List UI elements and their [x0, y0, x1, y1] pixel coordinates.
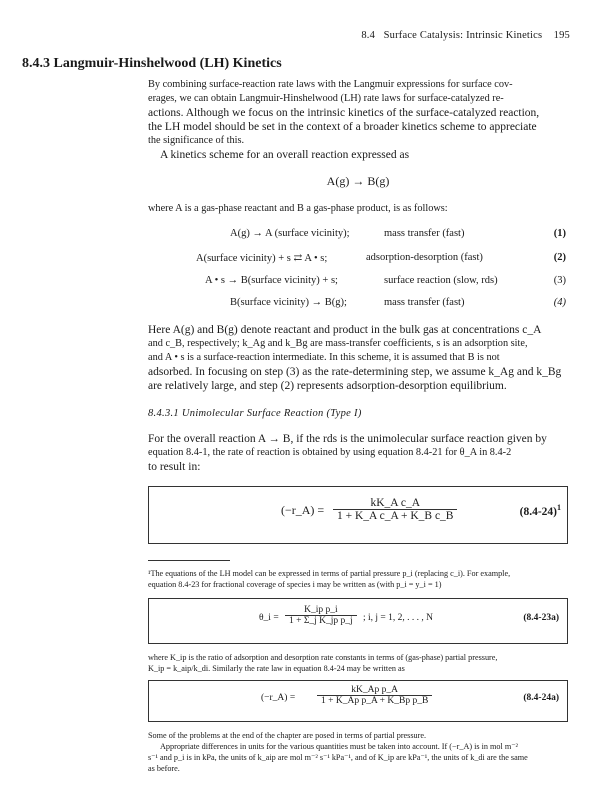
- intro-line: erages, we can obtain Langmuir-Hinshelwood (LH) rate laws for surface-catalyzed re-: [148, 93, 504, 104]
- eq-numerator: kK_Ap p_A: [317, 685, 432, 696]
- eq-denominator: 1 + Σ_j K_jp p_j: [289, 616, 353, 626]
- step-equation: B(surface vicinity) → B(g);: [230, 297, 347, 308]
- step-description: adsorption-desorption (fast): [366, 252, 483, 263]
- explain-line: are relatively large, and step (2) represents adsorption-desorption equilibrium.: [148, 380, 507, 392]
- explain-paragraph: [148, 323, 568, 393]
- running-header: [361, 30, 570, 41]
- eq-label: (8.4-24a): [523, 693, 559, 703]
- footnote-line: ¹The equations of the LH model can be expressed in terms of partial pressure p_i (replacing c_i). For example,: [148, 569, 511, 578]
- scheme-step-4: [148, 297, 568, 315]
- eq-fraction: [285, 605, 357, 626]
- eq-label: (8.4-23a): [523, 613, 559, 623]
- type1-line: equation 8.4-1, the rate of reaction is obtained by using equation 8.4-21 for θ_A in 8.4-2: [148, 447, 512, 458]
- scheme-intro: where A is a gas-phase reactant and B a gas-phase product, is as follows:: [148, 203, 448, 214]
- eq-tail: ; i, j = 1, 2, . . . , N: [363, 613, 434, 623]
- footnote-mid-text: [148, 652, 568, 674]
- intro-line: the significance of this.: [148, 135, 245, 146]
- header-section-no: 8.4: [361, 30, 376, 41]
- step-description: mass transfer (fast): [384, 228, 465, 239]
- footnote-line: as before.: [148, 764, 180, 773]
- eq-fraction: [333, 497, 457, 522]
- eq-lhs: (−r_A) =: [281, 503, 325, 517]
- equation-8-4-24a-box: [148, 680, 568, 722]
- eq-numerator: K_ip p_i: [285, 605, 357, 616]
- step-number: (3): [553, 275, 566, 286]
- footnote-rule: [148, 560, 230, 561]
- explain-line: Here A(g) and B(g) denote reactant and product in the bulk gas at concentrations c_A: [148, 324, 542, 336]
- equation-8-4-23a-box: [148, 598, 568, 644]
- step-equation: A(surface vicinity) + s ⇄ A • s;: [196, 253, 328, 264]
- eq-lhs: θ_i =: [259, 613, 279, 623]
- step-number: (1): [553, 228, 566, 239]
- overall-reaction: A(g) → B(g): [326, 174, 390, 188]
- footnote-line: s⁻¹ and p_i is in kPa, the units of k_aip are mol m⁻² s⁻¹ kPa⁻¹, and of K_ip are kPa⁻¹, the units of k_di are the same: [148, 753, 528, 762]
- equation-8-4-24-box: [148, 486, 568, 544]
- eq-denominator: 1 + K_Ap p_A + K_Bp p_B: [321, 696, 429, 706]
- intro-line: the LH model should be set in the context of a broader kinetics scheme to appreciate: [148, 121, 537, 133]
- footnote-line: where K_ip is the ratio of adsorption and desorption rate constants in terms of (gas-phase) partial pressure,: [148, 653, 498, 662]
- footnote-line: K_ip = k_aip/k_di. Similarly the rate law in equation 8.4-24 may be written as: [148, 664, 405, 673]
- intro-paragraph: [148, 78, 568, 162]
- step-number: (2): [553, 252, 566, 263]
- step-description: surface reaction (slow, rds): [384, 275, 498, 286]
- type1-line: to result in:: [148, 461, 201, 473]
- explain-line: adsorbed. In focusing on step (3) as the rate-determining step, we assume k_Ag and k_Bg: [148, 366, 562, 378]
- subsection-title: 8.4.3.1 Unimolecular Surface Reaction (Type I): [148, 408, 362, 419]
- step-equation: A(g) → A (surface vicinity);: [230, 228, 350, 239]
- eq-label-text: (8.4-24): [519, 505, 557, 518]
- header-page-no: 195: [553, 30, 570, 41]
- type1-line: For the overall reaction A → B, if the rds is the unimolecular surface reaction given by: [148, 433, 547, 445]
- footnote-line: Some of the problems at the end of the chapter are posed in terms of partial pressure.: [148, 731, 427, 740]
- intro-line: By combining surface-reaction rate laws with the Langmuir expressions for surface cov-: [148, 79, 513, 90]
- footnote-line: equation 8.4-23 for fractional coverage of species i may be written as (with p_i = y_i = 1): [148, 580, 442, 589]
- scheme-step-1: [148, 228, 568, 246]
- type1-paragraph: [148, 432, 568, 474]
- eq-lhs: (−r_A) =: [261, 693, 296, 703]
- scheme-step-2: [148, 252, 568, 270]
- footnote-marker: 1: [557, 503, 561, 512]
- footnote-line: Appropriate differences in units for the various quantities must be taken into account. If (−r_A) is in mol m⁻²: [160, 742, 518, 751]
- explain-line: and c_B, respectively; k_Ag and k_Bg are mass-transfer coefficients, s is an adsorption site,: [148, 338, 528, 349]
- step-description: mass transfer (fast): [384, 297, 465, 308]
- explain-line: and A • s is a surface-reaction intermediate. In this scheme, it is assumed that B is not: [148, 352, 500, 363]
- header-section-name: Surface Catalysis: Intrinsic Kinetics: [383, 30, 543, 41]
- step-number: (4): [553, 297, 566, 308]
- intro-line: A kinetics scheme for an overall reaction expressed as: [160, 149, 410, 161]
- intro-line: actions. Although we focus on the intrinsic kinetics of the surface-catalyzed reaction,: [148, 107, 540, 119]
- eq-label: [520, 503, 561, 518]
- scheme-step-3: [148, 275, 568, 293]
- footnote-text: [148, 568, 568, 590]
- eq-numerator: kK_A c_A: [333, 497, 457, 510]
- footnote-end-text: [148, 730, 568, 774]
- eq-fraction: [317, 685, 432, 706]
- eq-denominator: 1 + K_A c_A + K_B c_B: [337, 510, 454, 522]
- step-equation: A • s → B(surface vicinity) + s;: [205, 275, 338, 286]
- section-title: 8.4.3 Langmuir-Hinshelwood (LH) Kinetics: [22, 56, 282, 71]
